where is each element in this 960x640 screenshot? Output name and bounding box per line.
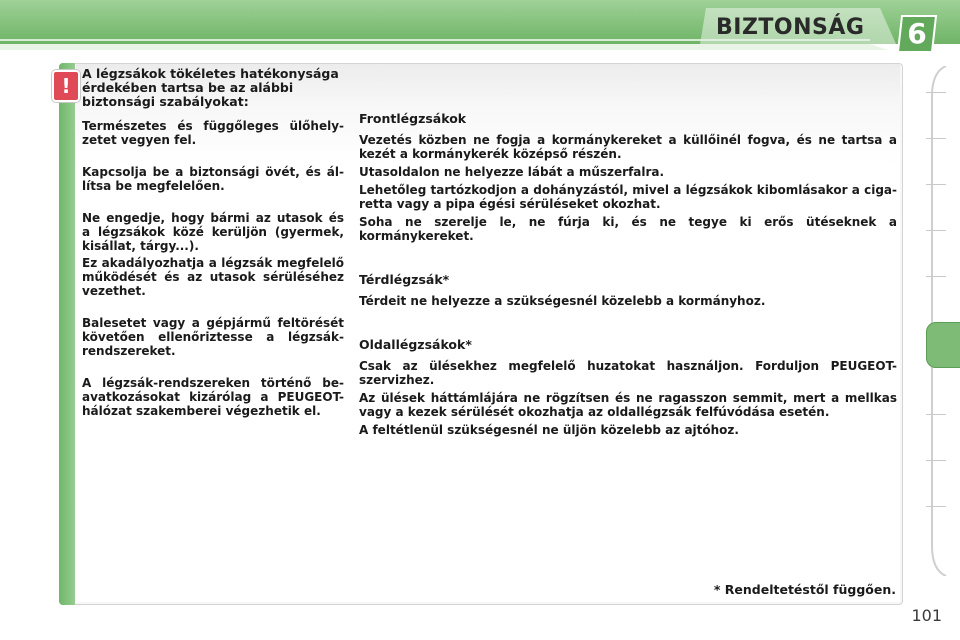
section-title: BIZTONSÁG	[716, 15, 865, 40]
warning-paragraph: A légzsák-rendszereken történő beavatkozásokat kizárólag a PEUGEOT-hálózat szakemberei végezhetik el.	[82, 376, 344, 418]
section-heading-front: Frontlégzsákok	[359, 111, 467, 126]
section-spacer	[359, 247, 897, 273]
panel-accent-strip	[59, 63, 75, 605]
section-heading-side: Oldallégzsákok*	[359, 337, 472, 352]
section-heading-knee: Térdlégzsák*	[359, 272, 450, 287]
section-paragraph: Soha ne szerelje le, ne fúrja ki, és ne tegye ki erős ütéseknek a kormánykereket.	[359, 215, 897, 243]
warning-paragraph: Kapcsolja be a biztonsági övét, és állítsa be megfelelően.	[82, 165, 344, 193]
tab-strip-outline	[926, 66, 960, 576]
airbag-sections	[359, 112, 897, 441]
chapter-tab-strip	[926, 66, 960, 576]
chapter-tab-divider	[926, 184, 946, 185]
chapter-tab-divider	[926, 138, 946, 139]
section-paragraph: Az ülések háttámlájára ne rögzítsen és ne ragasszon semmit, mert a mellkas vagy a kezek sérülését okozhatja az oldallégzsák felfúvódása esetén.	[359, 391, 897, 419]
warning-heading: A légzsákok tökéletes hatékonysága érdekében tartsa be az alábbi biztonsági szabályokat:	[82, 66, 339, 109]
warning-paragraph: Ne engedje, hogy bármi az utasok és a légzsákok közé kerüljön (gyermek, kisállat, tárgy...).	[82, 211, 344, 253]
section-paragraph: Lehetőleg tartózkodjon a dohányzástól, mivel a légzsákok kibomlásakor a cigaretta vagy a pipa égési sérüléseket okozhat.	[359, 183, 897, 211]
page-number: 101	[911, 606, 942, 625]
chapter-tab-divider	[926, 414, 946, 415]
warning-column	[82, 67, 344, 436]
section-paragraph: Utasoldalon ne helyezze lábát a műszerfalra.	[359, 165, 665, 179]
chapter-tab-divider	[926, 506, 946, 507]
footnote: * Rendeltetéstől függően.	[713, 582, 896, 597]
section-paragraph: A feltétlenül szükségesnél ne üljön közelebb az ajtóhoz.	[359, 423, 739, 437]
section-paragraph: Csak az ülésekhez megfelelő huzatokat használjon. Forduljon PEUGEOT-szervizhez.	[359, 359, 897, 387]
warning-paragraph: Ez akadályozhatja a légzsák megfelelő működését és az utasok sérüléséhez vezethet.	[82, 256, 344, 298]
warning-paragraph: Természetes és függőleges ülőhelyzetet vegyen fel.	[82, 119, 344, 147]
section-paragraph: Vezetés közben ne fogja a kormánykereket a küllőinél fogva, és ne tartsa a kezét a kormánykerék középső részén.	[359, 133, 897, 161]
chapter-tab-divider	[926, 460, 946, 461]
section-spacer	[359, 312, 897, 338]
chapter-tab-divider	[926, 92, 946, 93]
chapter-tab-divider	[926, 276, 946, 277]
chapter-tab-active[interactable]	[926, 322, 960, 368]
warning-icon: !	[52, 70, 80, 102]
warning-paragraph: Balesetet vagy a gépjármű feltörését követően ellenőriztesse a légzsákrendszereket.	[82, 316, 344, 358]
chapter-number: 6	[907, 17, 927, 50]
chapter-tab-divider	[926, 230, 946, 231]
section-paragraph: Térdeit ne helyezze a szükségesnél közelebb a kormányhoz.	[359, 294, 766, 308]
